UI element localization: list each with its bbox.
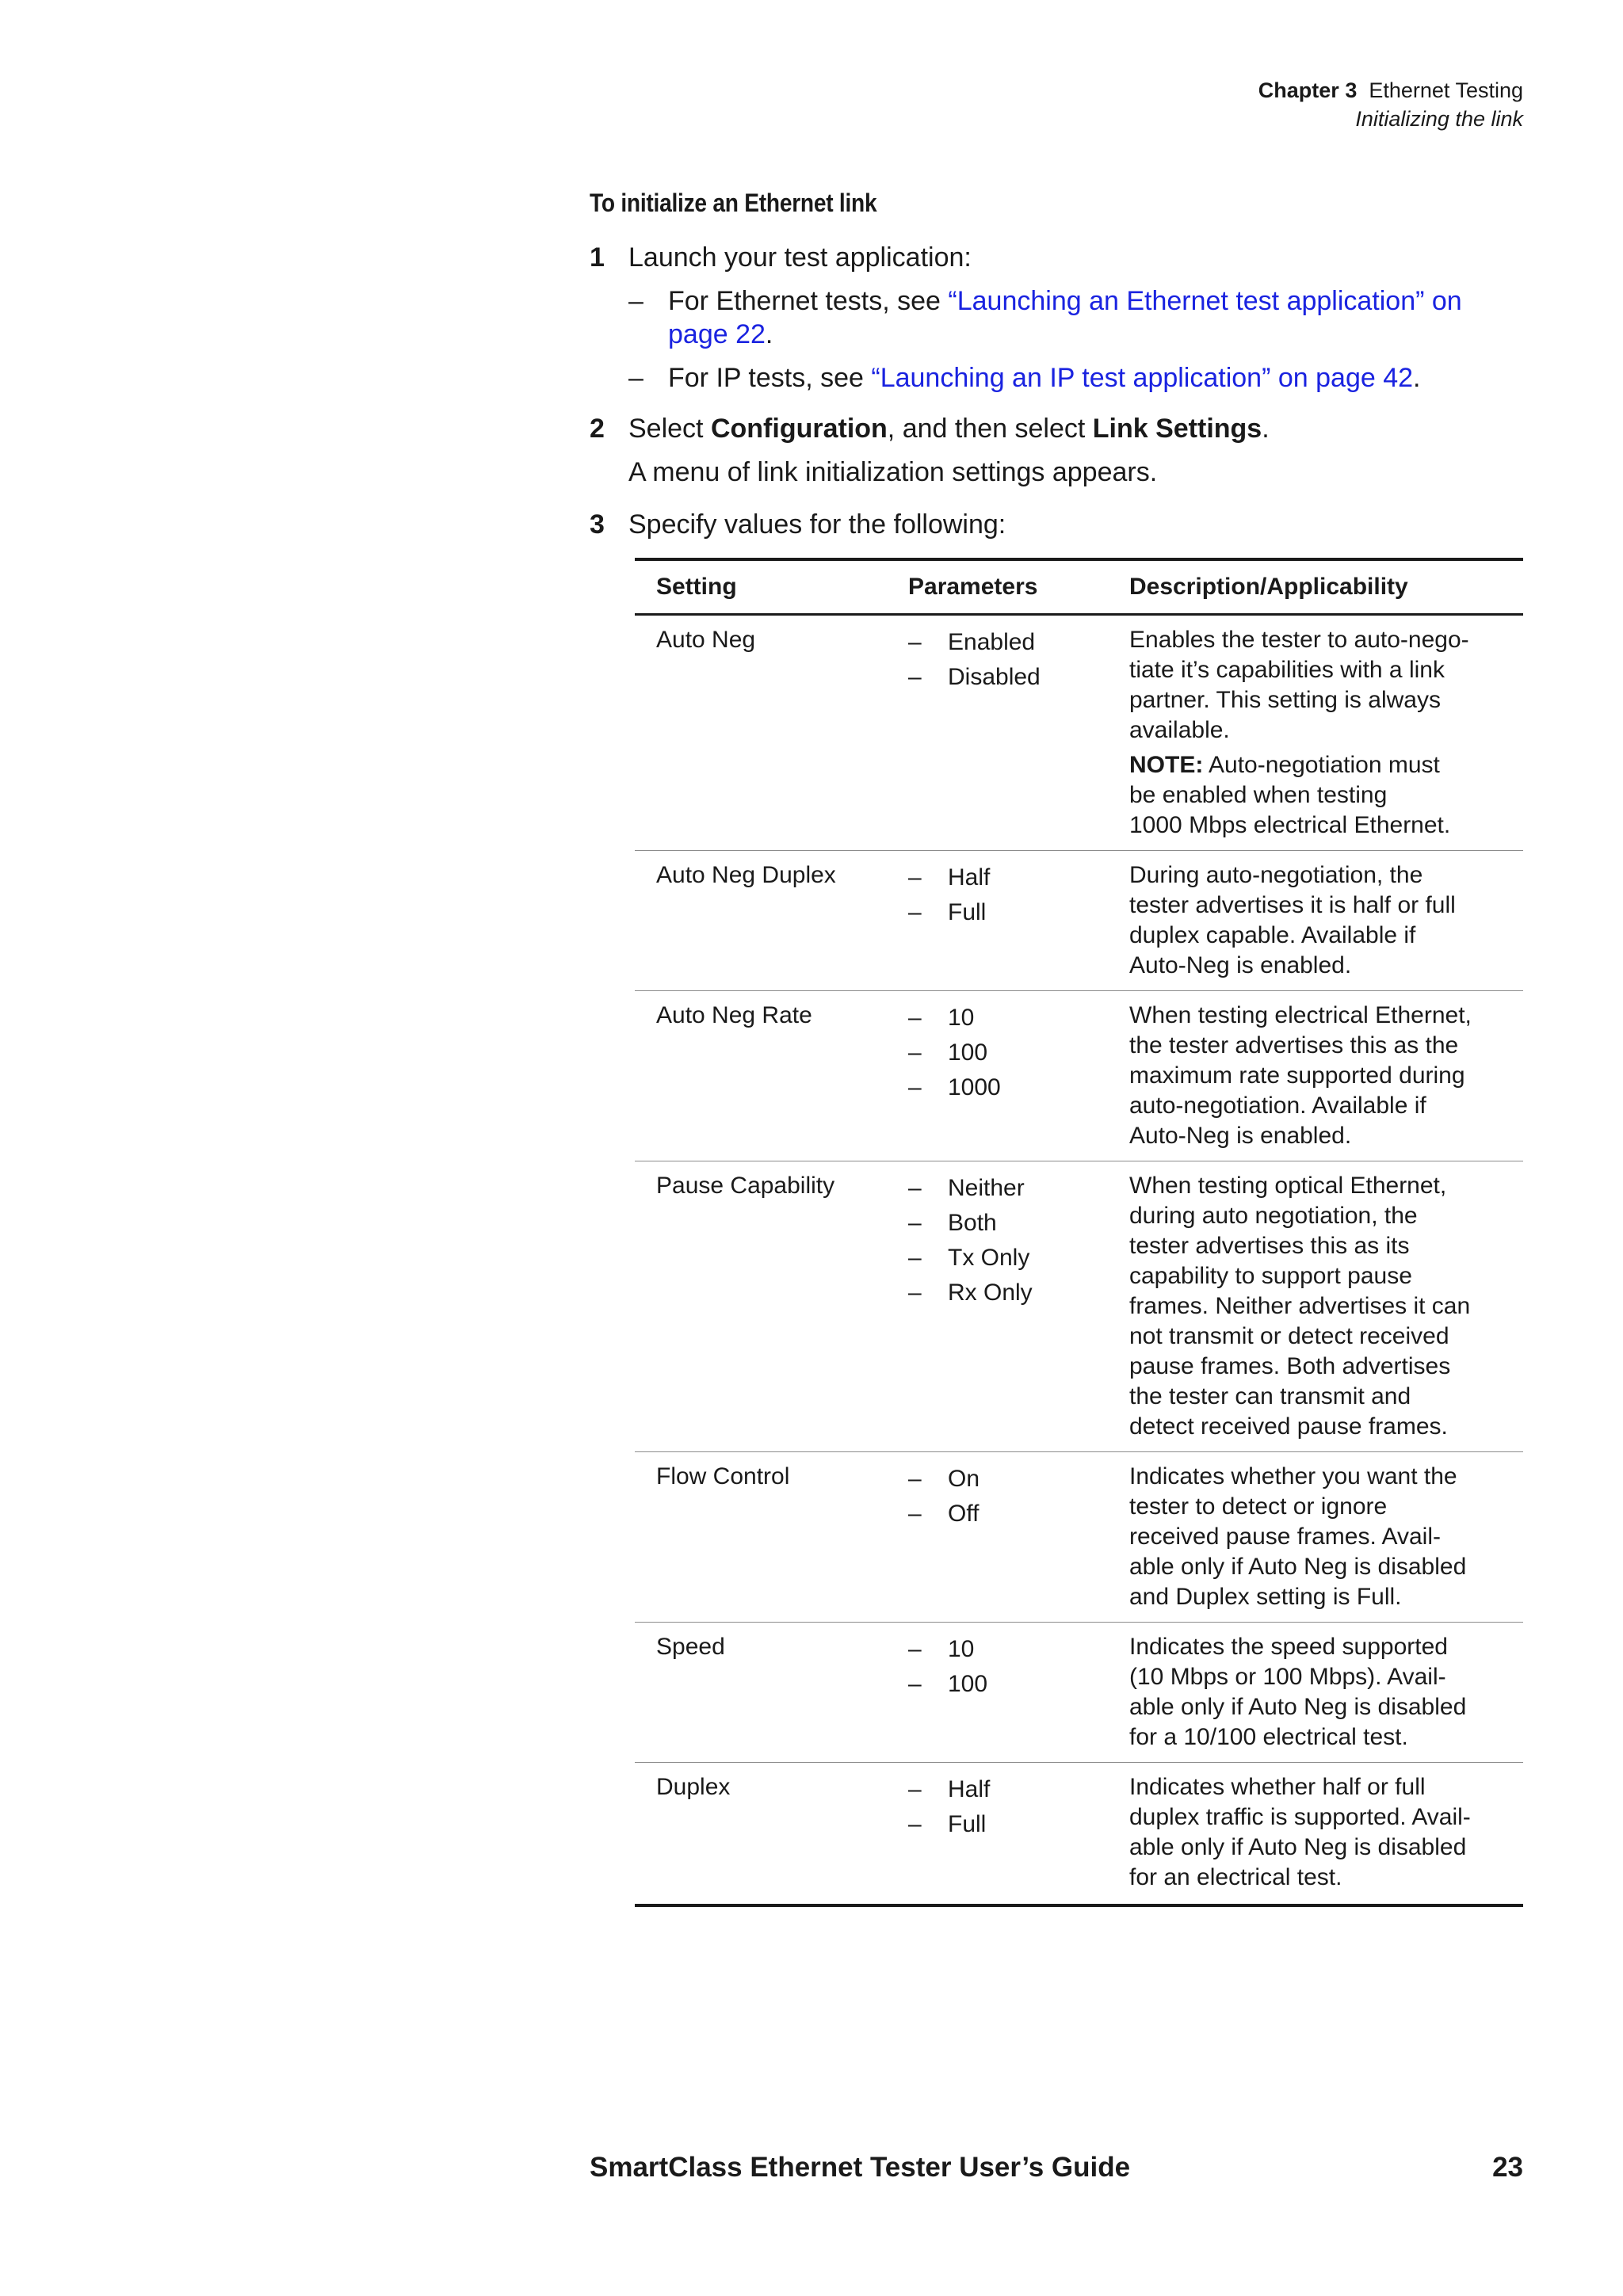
parameter-value: 1000 [948, 1074, 1001, 1100]
parameter-list [887, 851, 1129, 991]
parameter-value: 100 [948, 1671, 988, 1697]
parameter-option [908, 860, 1129, 895]
link-settings-table [635, 558, 1523, 1907]
note-text: be enabled when testing [1129, 782, 1388, 808]
description-line: maximum rate supported during [1129, 1062, 1465, 1089]
punctuation: . [1413, 363, 1421, 393]
description-line: Auto-Neg is enabled. [1129, 1123, 1352, 1149]
text-run: , and then select [887, 414, 1093, 444]
description-line: Enables the tester to auto-nego- [1129, 627, 1469, 653]
parameter-value: Enabled [948, 629, 1036, 655]
description-line: Indicates whether you want the [1129, 1463, 1457, 1489]
description-line: capability to support pause [1129, 1263, 1412, 1289]
dash-bullet: – [908, 629, 922, 655]
step-text [628, 412, 1523, 445]
dash-bullet: – [908, 1210, 922, 1236]
parameter-value: Half [948, 1776, 991, 1802]
parameter-option [908, 1001, 1129, 1035]
setting-name: Auto Neg Duplex [635, 851, 887, 991]
table-row [635, 991, 1523, 1161]
description-line: Indicates the speed supported [1129, 1634, 1448, 1660]
parameter-option [908, 660, 1129, 695]
parameter-value: Full [948, 899, 987, 925]
parameter-value: Both [948, 1210, 997, 1236]
dash-bullet: – [908, 1280, 922, 1306]
punctuation: . [765, 319, 773, 349]
description [1129, 1763, 1523, 1906]
parameter-option [908, 1241, 1129, 1276]
description-line: received pause frames. Avail- [1129, 1524, 1441, 1550]
parameter-value: On [948, 1466, 980, 1492]
parameter-value: Off [948, 1501, 980, 1527]
dash-bullet: – [908, 864, 922, 891]
sub-item-ethernet [628, 284, 1523, 351]
dash-bullet: – [908, 899, 922, 925]
parameter-list [887, 1452, 1129, 1623]
description-line: during auto negotiation, the [1129, 1203, 1418, 1229]
parameter-option [908, 1171, 1129, 1206]
step-number: 3 [590, 509, 605, 540]
table-body [635, 615, 1523, 1906]
setting-name: Flow Control [635, 1452, 887, 1623]
setting-name: Pause Capability [635, 1161, 887, 1452]
parameter-option [908, 1035, 1129, 1070]
description-line: the tester can transmit and [1129, 1383, 1411, 1409]
step-3 [590, 508, 1523, 541]
description-line: partner. This setting is always [1129, 687, 1441, 713]
parameter-value: Disabled [948, 664, 1041, 690]
dash-bullet: – [908, 664, 922, 690]
parameter-value: Full [948, 1811, 987, 1837]
setting-name: Auto Neg [635, 615, 887, 851]
text-run: Select [628, 414, 711, 444]
procedure-title: To initialize an Ethernet link [590, 189, 877, 217]
parameter-option [908, 1772, 1129, 1807]
parameter-list [887, 1161, 1129, 1452]
table-row [635, 1161, 1523, 1452]
parameter-list [887, 615, 1129, 851]
table-row [635, 615, 1523, 851]
text-run: . [1262, 414, 1270, 444]
parameter-value: Rx Only [948, 1280, 1033, 1306]
table-row [635, 1452, 1523, 1623]
step-1 [590, 241, 1523, 395]
description-line: auto-negotiation. Available if [1129, 1093, 1426, 1119]
parameter-value: 100 [948, 1039, 988, 1066]
parameter-value: Tx Only [948, 1245, 1030, 1271]
parameter-option [908, 1276, 1129, 1310]
ui-term-link-settings: Link Settings [1092, 414, 1262, 444]
description-line: Auto-Neg is enabled. [1129, 952, 1352, 978]
step-text: Specify values for the following: [628, 509, 1006, 540]
step-result: A menu of link initialization settings appears. [628, 457, 1158, 487]
sub-item-text: For IP tests, see [668, 363, 872, 393]
step-text: Launch your test application: [628, 242, 972, 273]
table-header-row [635, 559, 1523, 615]
dash-bullet: – [908, 1245, 922, 1271]
description-line: for an electrical test. [1129, 1864, 1342, 1890]
description-line: Indicates whether half or full [1129, 1774, 1426, 1800]
parameter-option [908, 1462, 1129, 1497]
description-line: detect received pause frames. [1129, 1413, 1448, 1440]
header-setting: Setting [635, 559, 887, 615]
note [1129, 750, 1509, 841]
description-line: not transmit or detect received [1129, 1323, 1449, 1349]
parameter-value: Neither [948, 1175, 1025, 1201]
description-line: When testing electrical Ethernet, [1129, 1002, 1472, 1028]
parameter-value: 10 [948, 1005, 975, 1031]
description-line: (10 Mbps or 100 Mbps). Avail- [1129, 1664, 1446, 1690]
dash-bullet: – [908, 1074, 922, 1100]
dash-bullet: – [628, 363, 643, 393]
dash-bullet: – [628, 286, 643, 316]
description-line: When testing optical Ethernet, [1129, 1173, 1447, 1199]
parameter-option [908, 1632, 1129, 1667]
dash-bullet: – [908, 1466, 922, 1492]
description [1129, 1623, 1523, 1763]
setting-name: Duplex [635, 1763, 887, 1906]
parameter-option [908, 895, 1129, 930]
description-line: frames. Neither advertises it can [1129, 1293, 1471, 1319]
note-text: Auto-negotiation must [1209, 752, 1440, 778]
description [1129, 1452, 1523, 1623]
parameter-option [908, 1807, 1129, 1842]
step-number: 2 [590, 414, 605, 444]
section-title: Initializing the link [1355, 107, 1523, 131]
parameter-option [908, 1497, 1129, 1531]
description [1129, 851, 1523, 991]
dash-bullet: – [908, 1671, 922, 1697]
description-line: able only if Auto Neg is disabled [1129, 1554, 1467, 1580]
parameter-value: 10 [948, 1636, 975, 1662]
description-line: for a 10/100 electrical test. [1129, 1724, 1408, 1750]
setting-name: Auto Neg Rate [635, 991, 887, 1161]
table-row [635, 851, 1523, 991]
page-number: 23 [1492, 2152, 1523, 2183]
parameter-list [887, 1763, 1129, 1906]
parameter-option [908, 1070, 1129, 1105]
dash-bullet: – [908, 1776, 922, 1802]
dash-bullet: – [908, 1175, 922, 1201]
description-line: duplex traffic is supported. Avail- [1129, 1804, 1471, 1830]
running-header [1258, 76, 1523, 133]
table-row [635, 1623, 1523, 1763]
description-line: available. [1129, 717, 1230, 743]
dash-bullet: – [908, 1501, 922, 1527]
description-line: pause frames. Both advertises [1129, 1353, 1451, 1379]
sub-item-ip [628, 361, 1523, 395]
parameter-list [887, 991, 1129, 1161]
link-launching-ip-test[interactable]: “Launching an IP test application” on page 42 [871, 363, 1414, 393]
parameter-list [887, 1623, 1129, 1763]
note-label: NOTE: [1129, 752, 1204, 778]
ui-term-configuration: Configuration [710, 414, 888, 444]
description-line: During auto-negotiation, the [1129, 862, 1423, 888]
footer-title: SmartClass Ethernet Tester User’s Guide [590, 2152, 1131, 2183]
table-row [635, 1763, 1523, 1906]
chapter-title: Ethernet Testing [1369, 78, 1523, 102]
description [1129, 991, 1523, 1161]
dash-bullet: – [908, 1811, 922, 1837]
setting-name: Speed [635, 1623, 887, 1763]
description-line: able only if Auto Neg is disabled [1129, 1694, 1467, 1720]
chapter-heading [1258, 76, 1523, 105]
parameter-option [908, 1206, 1129, 1241]
description-line: and Duplex setting is Full. [1129, 1584, 1402, 1610]
link-launching-ethernet-test[interactable]: “Launching an Ethernet test application” on page 22 [668, 286, 1462, 349]
step-number: 1 [590, 242, 605, 273]
description-line: tester advertises this as its [1129, 1233, 1410, 1259]
description-line: the tester advertises this as the [1129, 1032, 1459, 1058]
parameter-value: Half [948, 864, 991, 891]
note-text: 1000 Mbps electrical Ethernet. [1129, 812, 1451, 838]
description-line: able only if Auto Neg is disabled [1129, 1834, 1467, 1860]
sub-item-text: For Ethernet tests, see [668, 286, 949, 316]
step-2 [590, 412, 1523, 489]
header-parameters: Parameters [887, 559, 1129, 615]
description-line: duplex capable. Available if [1129, 922, 1416, 948]
dash-bullet: – [908, 1039, 922, 1066]
description-line: tiate it’s capabilities with a link [1129, 657, 1445, 683]
header-description: Description/Applicability [1129, 559, 1523, 615]
description-line: tester to detect or ignore [1129, 1493, 1388, 1520]
description [1129, 615, 1523, 851]
page-footer [590, 2152, 1523, 2183]
parameter-option [908, 1667, 1129, 1702]
description [1129, 1161, 1523, 1452]
dash-bullet: – [908, 1636, 922, 1662]
dash-bullet: – [908, 1005, 922, 1031]
chapter-label: Chapter 3 [1258, 78, 1358, 102]
parameter-option [908, 625, 1129, 660]
description-line: tester advertises it is half or full [1129, 892, 1456, 918]
